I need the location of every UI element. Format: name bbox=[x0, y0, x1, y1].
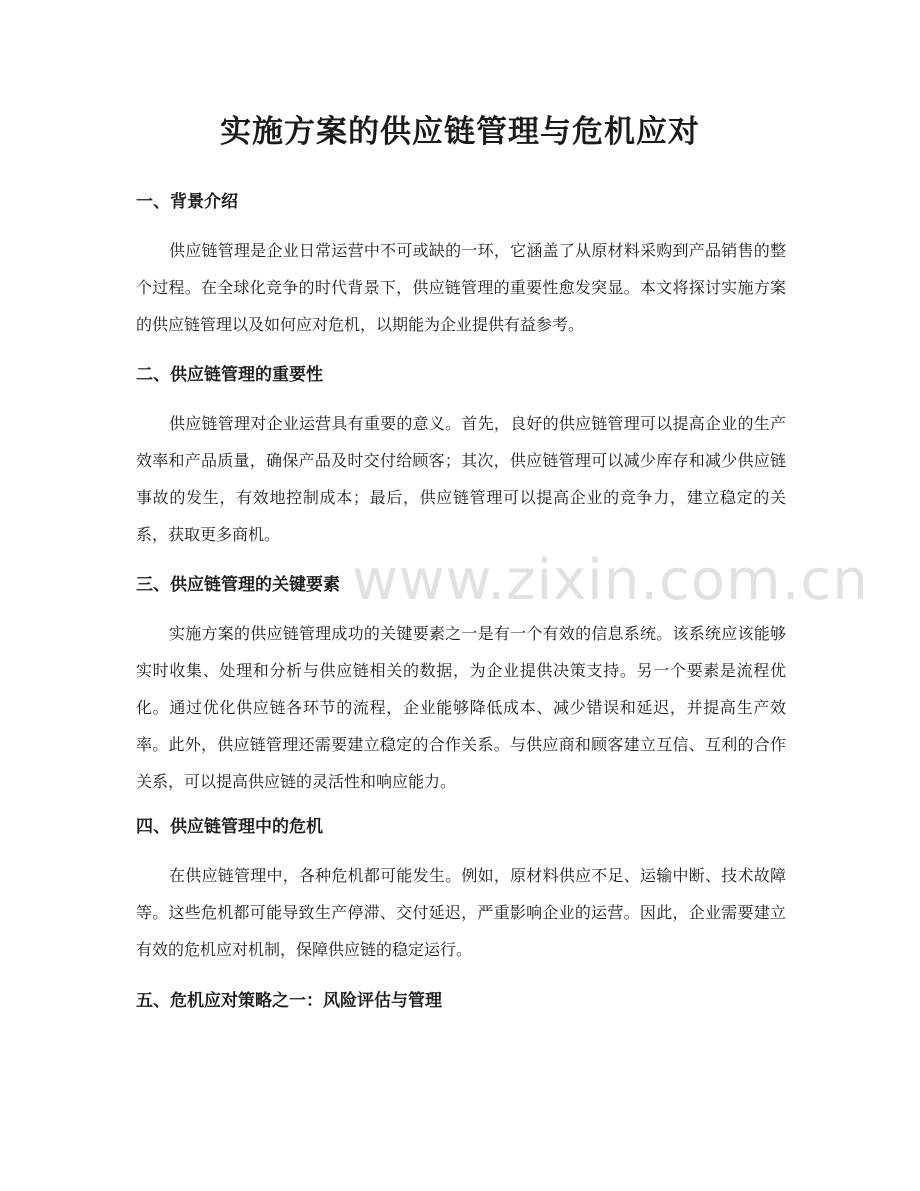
section-body-crisis: 在供应链管理中，各种危机都可能发生。例如，原材料供应不足、运输中断、技术故障等。这些危机都可能导致生产停滞、交付延迟，严重影响企业的运营。因此，企业需要建立有效的危机应对机制，保障供应链的稳定运行。 bbox=[136, 866, 786, 959]
watermark-text: www.zixin.com.cn bbox=[352, 548, 869, 613]
section-body-importance: 供应链管理对企业运营具有重要的意义。首先，良好的供应链管理可以提高企业的生产效率和产品质量，确保产品及时交付给顾客；其次，供应链管理可以减少库存和减少供应链事故的发生，有效地控制成本；最后，供应链管理可以提高企业的竞争力，建立稳定的关系，获取更多商机。 bbox=[136, 414, 786, 544]
section-heading-background: 一、背景介绍 bbox=[136, 192, 238, 212]
section-heading-risk-strategy: 五、危机应对策略之一：风险评估与管理 bbox=[136, 991, 442, 1011]
section-heading-crisis: 四、供应链管理中的危机 bbox=[136, 817, 323, 837]
document-title: 实施方案的供应链管理与危机应对 bbox=[220, 114, 700, 150]
section-body-background: 供应链管理是企业日常运营中不可或缺的一环，它涵盖了从原材料采购到产品销售的整个过程。在全球化竞争的时代背景下，供应链管理的重要性愈发突显。本文将探讨实施方案的供应链管理以及如何应对危机，以期能为企业提供有益参考。 bbox=[136, 241, 786, 334]
section-heading-importance: 二、供应链管理的重要性 bbox=[136, 365, 323, 385]
section-heading-key-elements: 三、供应链管理的关键要素 bbox=[136, 575, 340, 595]
section-body-key-elements: 实施方案的供应链管理成功的关键要素之一是有一个有效的信息系统。该系统应该能够实时收集、处理和分析与供应链相关的数据，为企业提供决策支持。另一个要素是流程优化。通过优化供应链各环节的流程，企业能够降低成本、减少错误和延迟，并提高生产效率。此外，供应链管理还需要建立稳定的合作关系。与供应商和顾客建立互信、互利的合作关系，可以提高供应链的灵活性和响应能力。 bbox=[136, 624, 786, 791]
